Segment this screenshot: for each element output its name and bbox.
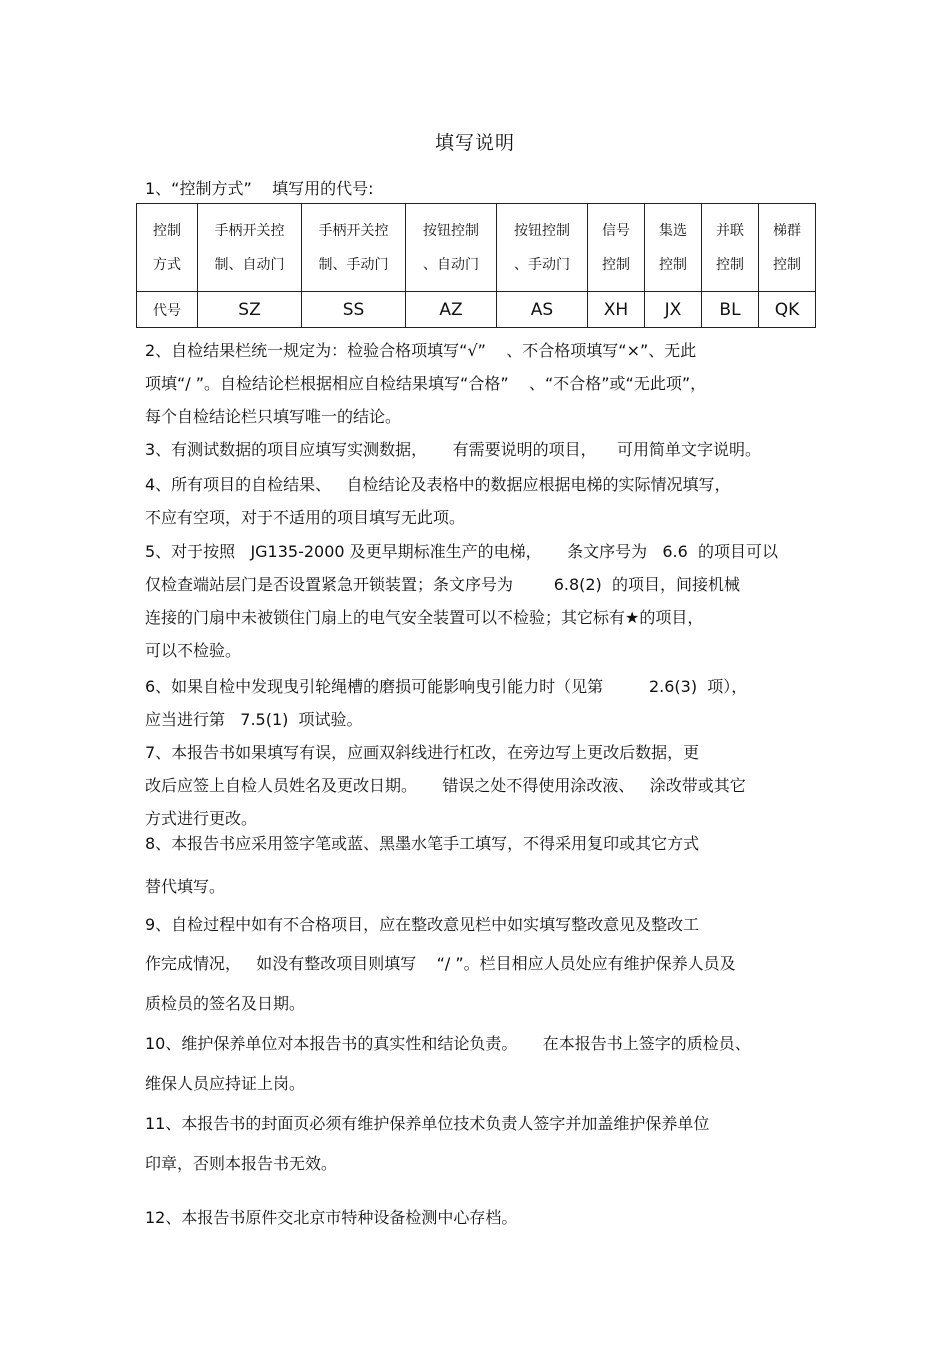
text-line: 4、所有项目的自检结果、 自检结论及表格中的数据应根据电梯的实际情况填写， <box>145 475 731 494</box>
text-line: 可以不检验。 <box>145 641 242 660</box>
text-line: 3、有测试数据的项目应填写实测数据， 有需要说明的项目， 可用简单文字说明。 <box>145 440 761 459</box>
table-cell: 集选 控制 <box>645 204 702 292</box>
table-cell: JX <box>645 292 702 328</box>
table-cell: SS <box>302 292 406 328</box>
text-line: 改后应签上自检人员姓名及更改日期。 错误之处不得使用涂改液、 涂改带或其它 <box>145 776 746 795</box>
text-line: 5、对于按照 JG135-2000 及更早期标准生产的电梯， 条文序号为 6.6 的项目可以 <box>145 542 778 561</box>
table-cell: 按钮控制 、自动门 <box>406 204 497 292</box>
table-code-row <box>137 292 816 328</box>
table-cell: AS <box>497 292 588 328</box>
text-line: 应当进行第 7.5(1) 项试验。 <box>145 710 363 729</box>
text-line: 2、自检结果栏统一规定为：检验合格项填写“√” 、不合格项填写“×”、无此 <box>145 341 697 360</box>
table-header-row <box>137 204 816 292</box>
table-cell: 控制 方式 <box>137 204 198 292</box>
text-line: 不应有空项，对于不适用的项目填写无此项。 <box>145 508 466 527</box>
text-line: 维保人员应持证上岗。 <box>145 1074 306 1093</box>
table-cell: 手柄开关控 制、手动门 <box>302 204 406 292</box>
table-cell: 代号 <box>137 292 198 328</box>
text-line: 7、本报告书如果填写有误，应画双斜线进行杠改，在旁边写上更改后数据，更 <box>145 743 700 762</box>
table-cell: XH <box>588 292 645 328</box>
table-cell: 并联 控制 <box>702 204 759 292</box>
text-line: 作完成情况， 如没有整改项目则填写 “/ ”。栏目相应人员处应有维护保养人员及 <box>145 954 736 973</box>
table-cell: SZ <box>198 292 302 328</box>
table-cell: QK <box>759 292 816 328</box>
table-cell: AZ <box>406 292 497 328</box>
text-line: 9、自检过程中如有不合格项目，应在整改意见栏中如实填写整改意见及整改工 <box>145 915 700 934</box>
text-line: 项填“/ ”。自检结论栏根据相应自检结果填写“合格” 、“不合格”或“无此项”， <box>145 374 707 393</box>
table-cell: 信号 控制 <box>588 204 645 292</box>
text-line: 仅检查端站层门是否设置紧急开锁装置；条文序号为 6.8(2) 的项目，间接机械 <box>145 575 740 594</box>
text-line: 11、本报告书的封面页必须有维护保养单位技术负责人签字并加盖维护保养单位 <box>145 1114 710 1133</box>
text-line: 连接的门扇中未被锁住门扇上的电气安全装置可以不检验；其它标有★的项目， <box>145 608 704 627</box>
text-line: 印章，否则本报告书无效。 <box>145 1154 338 1173</box>
intro-text: 1、“控制方式” 填写用的代号: <box>145 179 374 198</box>
text-line: 每个自检结论栏只填写唯一的结论。 <box>145 407 402 426</box>
text-line: 6、如果自检中发现曳引轮绳槽的磨损可能影响曳引能力时（见第 2.6(3) 项）， <box>145 677 748 696</box>
table-cell: 梯群 控制 <box>759 204 816 292</box>
text-line: 质检员的签名及日期。 <box>145 994 306 1013</box>
table-cell: BL <box>702 292 759 328</box>
text-line: 方式进行更改。 <box>145 809 258 828</box>
text-line: 10、维护保养单位对本报告书的真实性和结论负责。 在本报告书上签字的质检员、 <box>145 1034 751 1053</box>
text-line: 替代填写。 <box>145 877 226 896</box>
table-cell: 按钮控制 、手动门 <box>497 204 588 292</box>
text-line: 12、本报告书原件交北京市特种设备检测中心存档。 <box>145 1208 518 1227</box>
page-title: 填写说明 <box>434 132 515 154</box>
table-cell: 手柄开关控 制、自动门 <box>198 204 302 292</box>
text-line: 8、本报告书应采用签字笔或蓝、黑墨水笔手工填写，不得采用复印或其它方式 <box>145 834 700 853</box>
control-mode-table <box>136 203 816 328</box>
